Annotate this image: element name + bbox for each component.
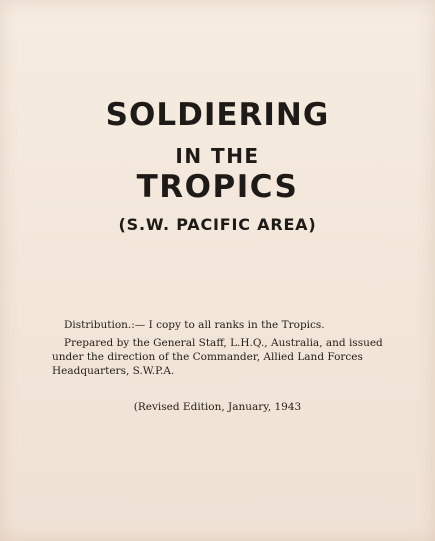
preparation-line-1: Prepared by the General Staff, L.H.Q., Australia, and issued [64,337,383,349]
distribution-note: Distribution.:— I copy to all ranks in the Tropics. [64,319,325,331]
title-tropics: TROPICS [136,169,299,205]
title-in-the: IN THE [175,144,260,168]
edition-note: (Revised Edition, January, 1943 [133,401,302,413]
title-soldiering: SOLDIERING [105,97,330,133]
preparation-line-2: under the direction of the Commander, Allied Land Forces [52,351,363,363]
preparation-note [52,336,387,378]
subtitle-area: (S.W. PACIFIC AREA) [118,215,317,234]
preparation-line-3: Headquarters, S.W.P.A. [52,365,175,377]
